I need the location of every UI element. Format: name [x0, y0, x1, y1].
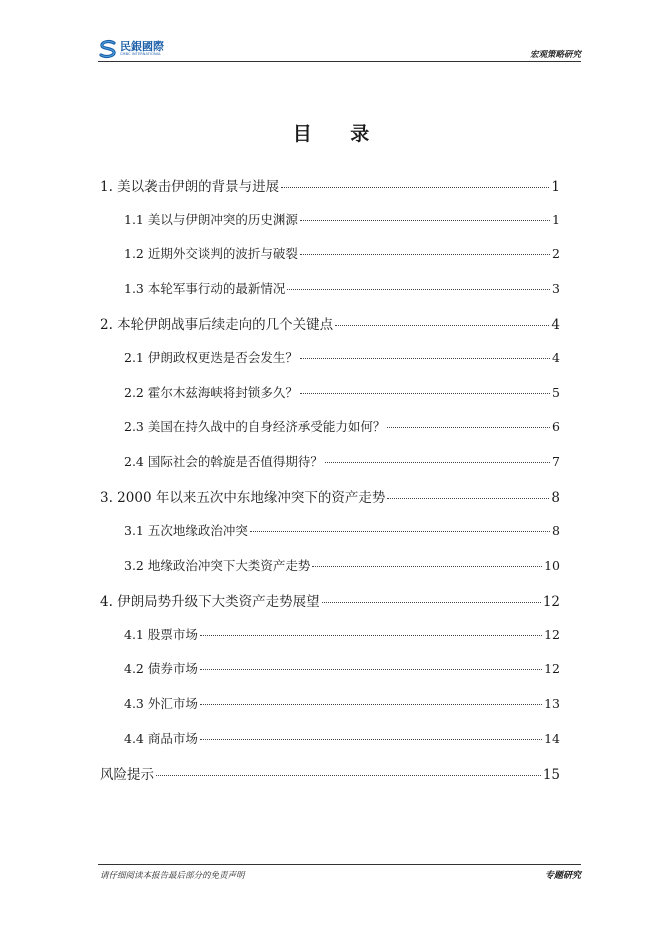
toc-page-number: 7 — [552, 453, 560, 469]
toc-dot-leader — [200, 635, 542, 636]
toc-page-number: 8 — [551, 490, 560, 507]
toc-entry[interactable] — [124, 521, 560, 543]
toc-page-number: 4 — [551, 317, 560, 334]
toc-entry-label: 4.2 债券市场 — [124, 661, 198, 677]
cmbc-logo-icon — [98, 39, 118, 59]
toc-entry-label: 3. 2000 年以来五次中东地缘冲突下的资产走势 — [100, 490, 386, 507]
toc-dot-leader — [300, 358, 550, 359]
toc-entry[interactable] — [124, 659, 560, 681]
toc-dot-leader — [335, 325, 549, 326]
toc-entry-label: 4.1 股票市场 — [124, 626, 198, 642]
toc-page-number: 10 — [544, 557, 560, 573]
toc-entry[interactable] — [124, 694, 560, 716]
toc-page-number: 6 — [552, 419, 560, 435]
toc-page-number: 12 — [544, 626, 560, 642]
toc-entry[interactable] — [124, 452, 560, 474]
toc-entry[interactable] — [100, 175, 560, 197]
toc-entry-label: 2.2 霍尔木兹海峡将封锁多久？ — [124, 384, 298, 400]
toc-entry[interactable] — [124, 556, 560, 578]
toc-page-number: 1 — [552, 211, 560, 227]
toc-dot-leader — [287, 289, 550, 290]
toc-title: 目 录 — [292, 123, 386, 145]
toc-entry[interactable] — [100, 763, 560, 785]
toc-entry-label: 4.3 外汇市场 — [124, 696, 198, 711]
toc-entry[interactable] — [124, 729, 560, 751]
toc-page-number: 12 — [544, 661, 560, 677]
toc-entry-label: 4.4 商品市场 — [124, 730, 198, 746]
toc-entry-label: 1.2 近期外交谈判的波折与破裂 — [124, 246, 298, 262]
toc-entry-label: 1.1 美以与伊朗冲突的历史渊源 — [124, 211, 298, 227]
toc-page-number: 14 — [544, 730, 560, 746]
toc-entry-label: 风险提示 — [100, 767, 154, 784]
toc-page-number: 3 — [552, 280, 560, 296]
toc-entry-label: 2.1 伊朗政权更迭是否会发生？ — [124, 350, 298, 365]
report-type-label: 专题研究 — [544, 871, 581, 881]
toc-entry-label: 1.3 本轮军事行动的最新情况 — [124, 280, 286, 296]
company-logo — [98, 38, 164, 60]
toc-dot-leader — [200, 739, 542, 740]
toc-page-number: 5 — [552, 384, 560, 400]
toc-dot-leader — [387, 498, 549, 499]
toc-page-number: 13 — [544, 696, 560, 711]
toc-dot-leader — [200, 704, 542, 705]
toc-entry[interactable] — [124, 210, 560, 232]
toc-page-number: 12 — [542, 594, 560, 611]
toc-dot-leader — [325, 462, 550, 463]
toc-entry[interactable] — [100, 590, 560, 612]
toc-entry[interactable] — [100, 486, 560, 508]
toc-dot-leader — [300, 254, 550, 255]
toc-dot-leader — [156, 775, 541, 776]
toc-page-number: 4 — [552, 350, 560, 365]
toc-dot-leader — [300, 220, 550, 221]
toc-entry-label: 2.4 国际社会的斡旋是否值得期待？ — [124, 453, 323, 469]
toc-entry-label: 3.2 地缘政治冲突下大类资产走势 — [124, 557, 311, 573]
toc-entry[interactable] — [124, 625, 560, 647]
logo-chinese-name: 民銀國際 — [120, 40, 164, 54]
toc-dot-leader — [200, 669, 542, 670]
toc-entry[interactable] — [124, 279, 560, 301]
toc-dot-leader — [312, 566, 542, 567]
toc-dot-leader — [300, 393, 550, 394]
footer-divider — [98, 864, 581, 865]
toc-entry-label: 2.3 美国在持久战中的自身经济承受能力如何？ — [124, 419, 386, 435]
toc-dot-leader — [387, 427, 550, 428]
page-header — [98, 38, 581, 62]
toc-dot-leader — [322, 602, 541, 603]
report-section-label: 宏观策略研究 — [529, 50, 581, 60]
toc-entry-label: 1. 美以袭击伊朗的背景与进展 — [100, 179, 280, 195]
toc-entry-label: 2. 本轮伊朗战事后续走向的几个关键点 — [100, 317, 334, 334]
header-divider — [98, 61, 581, 62]
toc-page-number: 1 — [551, 179, 560, 195]
toc-entry-label: 4. 伊朗局势升级下大类资产走势展望 — [100, 594, 320, 611]
toc-dot-leader — [250, 531, 550, 532]
toc-entry[interactable] — [124, 348, 560, 370]
toc-entry[interactable] — [124, 244, 560, 266]
logo-english-name: CMBC INTERNATIONAL — [120, 52, 162, 57]
toc-dot-leader — [281, 187, 549, 188]
toc-entry[interactable] — [100, 313, 560, 335]
toc-page-number: 15 — [542, 767, 560, 784]
disclaimer-note: 请仔细阅读本报告最后部分的免责声明 — [100, 871, 245, 881]
toc-entry-label: 3.1 五次地缘政治冲突 — [124, 523, 248, 538]
toc-page-number: 2 — [552, 246, 560, 262]
toc-page-number: 8 — [552, 523, 560, 538]
toc-entry[interactable] — [124, 417, 560, 439]
toc-entry[interactable] — [124, 383, 560, 405]
